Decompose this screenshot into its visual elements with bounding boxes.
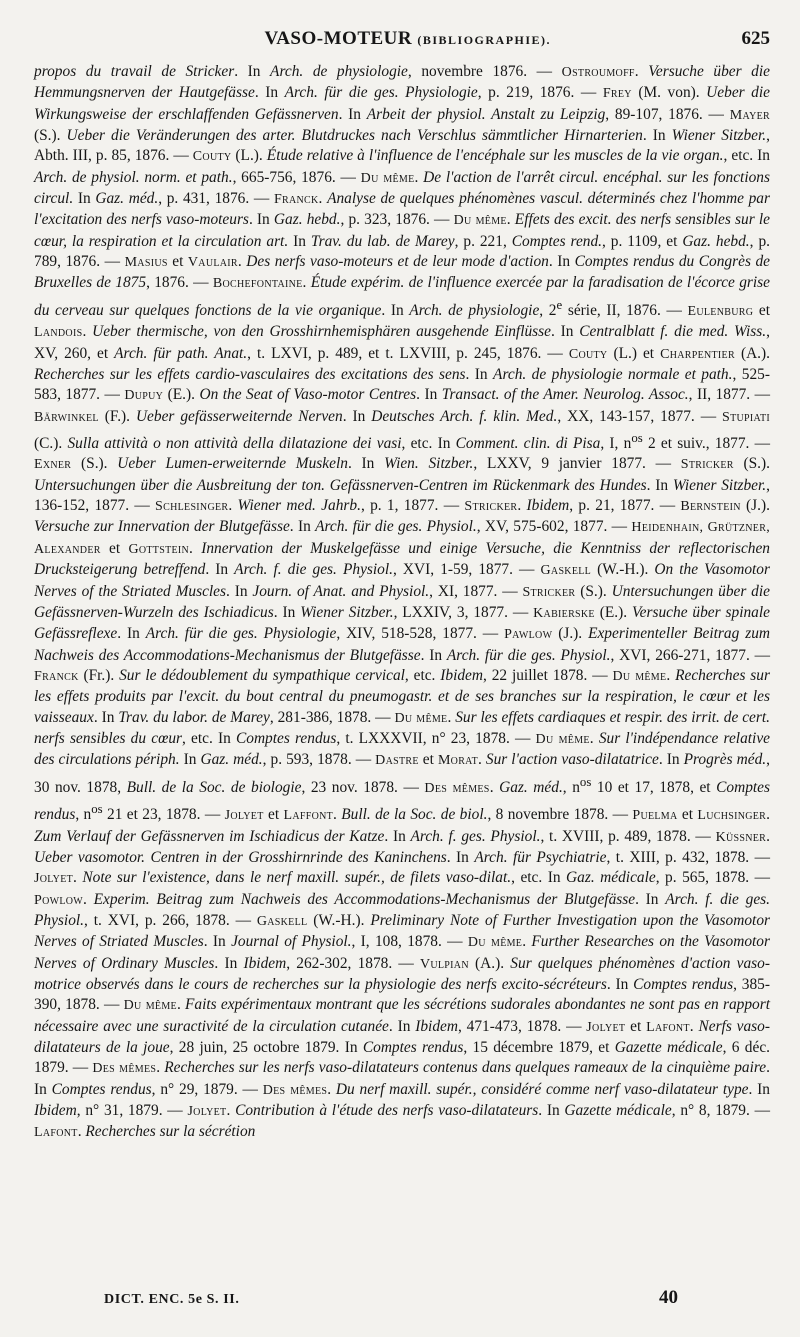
running-title-main: VASO-MOTEUR bbox=[264, 28, 413, 49]
running-title bbox=[264, 28, 551, 50]
page-number: 625 bbox=[741, 28, 770, 49]
bibliography-text bbox=[34, 62, 770, 1144]
printer-signature: DICT. ENC. 5e S. II. bbox=[104, 1292, 240, 1307]
bibliography-paragraph: propos du travail de Stricker. In Arch. de physiologie, novembre 1876. — Ostroumoff. Versuche über die Hemmungsnerven der Hautgefässe. In Arch. für die ges. Physiologie, p. 219, 1876. — Frey (M. von). Ueber die Wirkungsweise der erschlaffenden Gefässnerven. In Arbeit der physiol. Anstalt zu Leipzig, 89-107, 1876. — Mayer (S.). Ueber die Veränderungen des arter. Blutdruckes nach Verschlus sämmtlicher Hirnarterien. In Wiener Sitzber., Abth. III, p. 85, 1876. — Couty (L.). Étude relative à l'influence de l'encéphale sur les muscles de la vie organ., etc. In Arch. de physiol. norm. et path., 665-756, 1876. — Du même. De l'action de l'arrêt circul. encéphal. sur les fonctions circul. In Gaz. méd., p. 431, 1876. — Franck. Analyse de quelques phénomènes vascul. déterminés chez l'homme par l'excitation des nerfs vaso-moteurs. In Gaz. hebd., p. 323, 1876. — Du même. Effets des excit. des nerfs sensibles sur le cœur, la respiration et la circulation art. In Trav. du lab. de Marey, p. 221, Comptes rend., p. 1109, et Gaz. hebd., p. 789, 1876. — Masius et Vaulair. Des nerfs vaso-moteurs et de leur mode d'action. In Comptes rendus du Congrès de Bruxelles de 1875, 1876. — Bochefontaine. Étude expérim. de l'influence exercée par la faradisation de l'écorce grise du cerveau sur quelques fonctions de la vie organique. In Arch. de physiologie, 2e série, II, 1876. — Eulenburg et Landois. Ueber thermische, von den Grosshirnhemisphären ausgehende Einflüsse. In Centralblatt f. die med. Wiss., XV, 260, et Arch. für path. Anat., t. LXVI, p. 489, et t. LXVIII, p. 245, 1876. — Couty (L.) et Charpentier (A.). Recherches sur les effets cardio-vasculaires des excitations des sens. In Arch. de physiologie normale et path., 525-583, 1877. — Dupuy (E.). On the Seat of Vaso-motor Centres. In Transact. of the Amer. Neurolog. Assoc., II, 1877. — Bärwinkel (F.). Ueber gefässerweiternde Nerven. In Deutsches Arch. f. klin. Med., XX, 143-157, 1877. — Stupiati (C.). Sulla attività o non attività della dilatazione dei vasi, etc. In Comment. clin. di Pisa, I, $n^{os}$ 2 et suiv., 1877. — Exner (S.). Ueber Lumen-erweiternde Muskeln. In Wien. Sitzber., LXXV, 9 janvier 1877. — Stricker (S.). Untersuchungen über die Ausbreitung der ton. Gefässnerven-Centren im Rückenmark des Hundes. In Wiener Sitzber., 136-152, 1877. — Schlesinger. Wiener med. Jahrb., p. 1, 1877. — Stricker. Ibidem, p. 21, 1877. — Bernstein (J.). Versuche zur Innervation der Blutgefässe. In Arch. für die ges. Physiol., XV, 575-602, 1877. — Heidenhain, Grützner, Alexander et Gottstein. Innervation der Muskelgefässe und einige Versuche, die Kenntniss der reflectorischen Drucksteigerung betreffend. In Arch. f. die ges. Physiol., XVI, 1-59, 1877. — Gaskell (W.-H.). On the Vasomotor Nerves of the Striated Muscles. In Journ. of Anat. and Physiol., XI, 1877. — Stricker (S.). Untersuchungen über die Gefässnerven-Wurzeln des Ischiadicus. In Wiener Sitzber., LXXIV, 3, 1877. — Kabierske (E.). Versuche über spinale Gefässreflexe. In Arch. für die ges. Physiologie, XIV, 518-528, 1877. — Pawlow (J.). Experimenteller Beitrag zum Nachweis des Accommodations-Mechanismus der Blutgefässe. In Arch. für die ges. Physiol., XVI, 266-271, 1877. — Franck (Fr.). Sur le dédoublement du sympathique cervical, etc. Ibidem, 22 juillet 1878. — Du même. Recherches sur les effets produits par l'excit. du bout central du pneumogastr. et de ses branches sur la respiration, le cœur et les vaisseaux. In Trav. du labor. de Marey, 281-386, 1878. — Du même. Sur les effets cardiaques et respir. des irrit. de cert. nerfs sensibles du cœur, etc. In Comptes rendus, t. LXXXVII, n° 23, 1878. — Du même. Sur l'indépendance relative des circulations périph. In Gaz. méd., p. 593, 1878. — Dastre et Morat. Sur l'action vaso-dilatatrice. In Progrès méd., 30 nov. 1878, Bull. de la Soc. de biologie, 23 nov. 1878. — Des mêmes. Gaz. méd., $n^{os}$ 10 et 17, 1878, et Comptes rendus, $n^{os}$ 21 et 23, 1878. — Jolyet et Laffont. Bull. de la Soc. de biol., 8 novembre 1878. — Puelma et Luchsinger. Zum Verlauf der Gefässnerven im Ischiadicus der Katze. In Arch. f. ges. Physiol., t. XVIII, p. 489, 1878. — Küssner. Ueber vasomotor. Centren in der Grosshirnrinde des Kaninchens. In Arch. für Psychiatrie, t. XIII, p. 432, 1878. — Jolyet. Note sur l'existence, dans le nerf maxill. supér., de filets vaso-dilat., etc. In Gaz. médicale, p. 565, 1878. — Powlow. Experim. Beitrag zum Nachweis des Accommodations-Mechanismus der Blutgefässe. In Arch. f. die ges. Physiol., t. XVI, p. 266, 1878. — Gaskell (W.-H.). Preliminary Note of Further Investigation upon the Vasomotor Nerves of Striated Muscles. In Journal of Physiol., I, 108, 1878. — Du même. Further Researches on the Vasomotor Nerves of Ordinary Muscles. In Ibidem, 262-302, 1878. — Vulpian (A.). Sur quelques phénomènes d'action vaso-motrice observés dans le cours de recherches sur la physiologie des nerfs excito-sécréteurs. In Comptes rendus, 385-390, 1878. — Du même. Faits expérimentaux montrant que les sécrétions sudorales abondantes ne sont pas en rapport nécessaire avec une suractivité de la circulation cutanée. In Ibidem, 471-473, 1878. — Jolyet et Lafont. Nerfs vaso-dilatateurs de la joue, 28 juin, 25 octobre 1879. In Comptes rendus, 15 décembre 1879, et Gazette médicale, 6 déc. 1879. — Des mêmes. Recherches sur les nerfs vaso-dilatateurs contenus dans quelques rameaux de la cinquième paire. In Comptes rendus, n° 29, 1879. — Des mêmes. Du nerf maxill. supér., considéré comme nerf vaso-dilatateur type. In Ibidem, n° 31, 1879. — Jolyet. Contribution à l'étude des nerfs vaso-dilatateurs. In Gazette médicale, n° 8, 1879. — Lafont. Recherches sur la sécrétion bbox=[34, 63, 771, 1141]
page-footer bbox=[104, 1287, 678, 1309]
running-title-sub: (BIBLIOGRAPHIE). bbox=[417, 33, 552, 47]
running-header bbox=[34, 28, 770, 58]
signature-number: 40 bbox=[659, 1287, 678, 1308]
